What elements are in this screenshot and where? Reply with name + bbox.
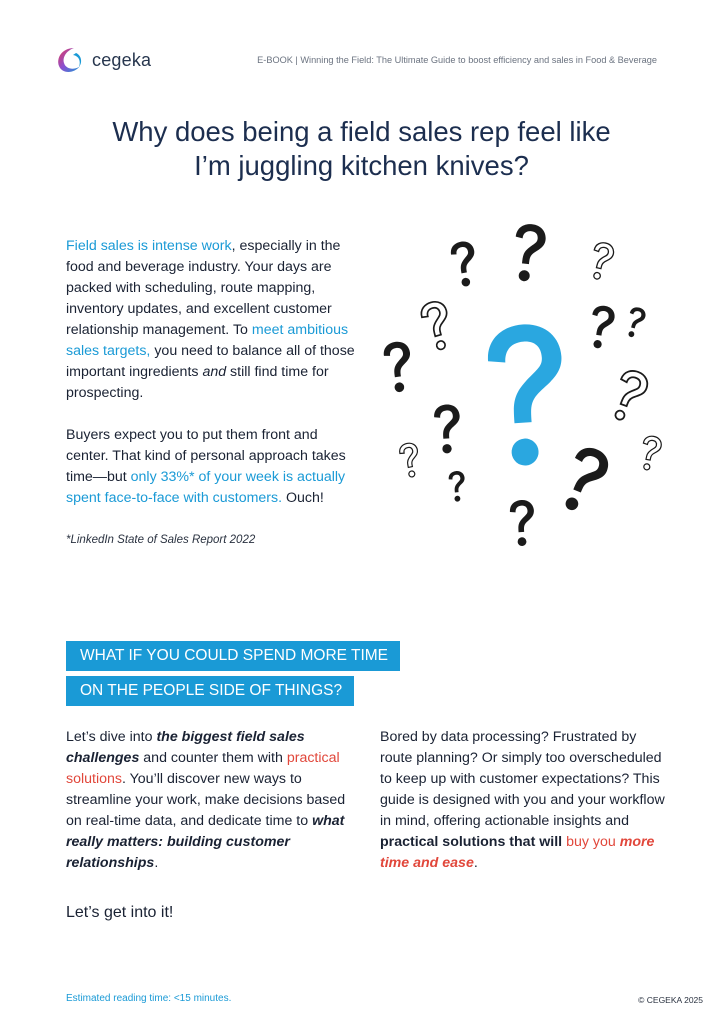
intro-text [66, 236, 360, 572]
highlight-intense-work: Field sales is intense work [66, 238, 232, 254]
left-text-1: Let’s dive into [66, 729, 157, 745]
highlight-face-time: only 33%* of your week is actually spent face-to-face with customers. [66, 469, 346, 506]
brand-name: cegeka [92, 49, 152, 70]
right-column [380, 727, 672, 874]
footnote: *LinkedIn State of Sales Report 2022 [66, 534, 256, 546]
left-text-4: . [154, 855, 159, 871]
ebook-meta: E-BOOK | Winning the Field: The Ultimate Guide to boost efficiency and sales in Food & Beverage [257, 55, 657, 65]
copyright: © CEGEKA 2025 [638, 995, 703, 1005]
left-column [66, 727, 358, 874]
callout-text-1: WHAT IF YOU COULD SPEND MORE TIME [66, 641, 400, 671]
right-highlight-time: more time and ease [380, 834, 655, 871]
intro-text-4: Buyers expect you to put them front and center. That kind of personal approach takes time—but [66, 427, 346, 485]
right-text-1: Bored by data processing? Frustrated by route planning? Or simply too overscheduled to keep up with customer expectations? This guide is designed with you and your workflow in mind, offering actionable insights and [380, 729, 665, 829]
title-line-1: Why does being a field sales rep feel like [112, 116, 611, 147]
intro-text-3: still find time for prospecting. [66, 364, 329, 401]
intro-text-2: you need to balance all of those important ingredients [66, 343, 355, 380]
left-bold-2: what really matters: building customer relationships [66, 813, 345, 871]
page-title [0, 115, 723, 183]
left-bold-1: the biggest field sales challenges [66, 729, 305, 766]
intro-paragraph-2 [66, 425, 360, 509]
callout-text-2: ON THE PEOPLE SIDE OF THINGS? [66, 676, 354, 706]
cegeka-swirl-icon [54, 44, 86, 76]
intro-text-1: , especially in the food and beverage industry. Your days are packed with scheduling, route mapping, inventory updates, and excellent customer relationship management. To [66, 238, 341, 338]
intro-italic: and [202, 364, 227, 380]
left-highlight-solutions: practical solutions [66, 750, 340, 787]
left-text-2: and counter them with [139, 750, 287, 766]
callout-line-1 [66, 641, 400, 671]
right-bold-1: practical solutions that will [380, 834, 563, 850]
cegeka-logo [54, 44, 151, 76]
reading-time: Estimated reading time: <15 minutes. [66, 993, 232, 1004]
callout-line-2 [66, 676, 354, 706]
title-line-2: I’m juggling kitchen knives? [194, 150, 529, 181]
question-marks-icon [380, 222, 670, 567]
intro-paragraph-1 [66, 236, 360, 404]
right-highlight-buy: buy you [566, 834, 616, 850]
cta-text: Let’s get into it! [66, 904, 174, 921]
highlight-sales-targets: meet ambitious sales targets, [66, 322, 349, 359]
intro-text-5: Ouch! [282, 490, 324, 506]
left-text-3: . You’ll discover new ways to streamline your work, make decisions based on real-time data, and dedicate time to [66, 771, 346, 829]
right-text-2: . [473, 855, 478, 871]
